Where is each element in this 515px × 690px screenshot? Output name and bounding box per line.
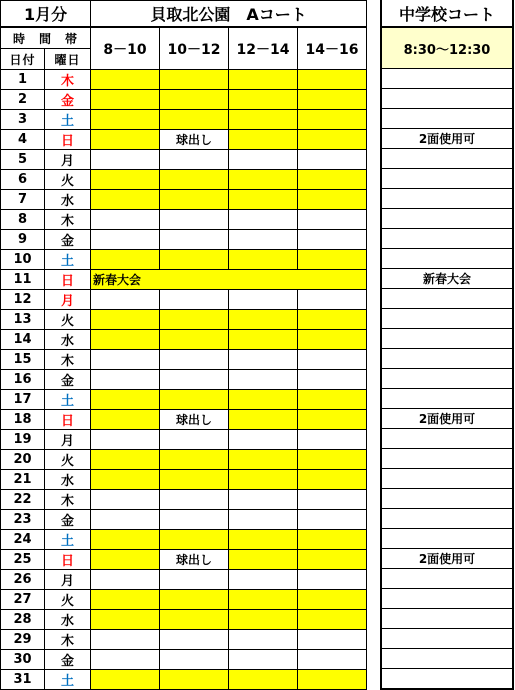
date-cell: 15	[1, 350, 45, 370]
weekday-cell: 日	[45, 270, 91, 290]
empty-slot	[160, 370, 229, 390]
school-day-cell	[381, 309, 513, 329]
school-day-cell	[381, 229, 513, 249]
empty-slot	[160, 650, 229, 670]
empty-slot	[229, 510, 298, 530]
reserved-slot	[229, 550, 298, 570]
reserved-slot	[91, 190, 160, 210]
date-cell: 26	[1, 570, 45, 590]
school-day-cell	[381, 209, 513, 229]
reserved-slot	[91, 110, 160, 130]
date-cell: 16	[1, 370, 45, 390]
day-row	[1, 70, 367, 90]
day-row	[1, 430, 367, 450]
date-cell: 25	[1, 550, 45, 570]
reserved-slot	[229, 190, 298, 210]
weekday-cell: 水	[45, 190, 91, 210]
dow-column-header: 曜日	[45, 49, 91, 70]
school-day-cell	[381, 569, 513, 589]
empty-slot	[91, 350, 160, 370]
reserved-slot	[160, 390, 229, 410]
date-cell: 7	[1, 190, 45, 210]
day-row	[1, 230, 367, 250]
empty-slot	[229, 570, 298, 590]
empty-slot	[91, 230, 160, 250]
empty-slot	[298, 350, 367, 370]
empty-slot	[160, 210, 229, 230]
reserved-slot	[298, 410, 367, 430]
reserved-slot	[91, 410, 160, 430]
time-slot-header: 12－14	[229, 27, 298, 70]
empty-slot	[298, 150, 367, 170]
date-cell: 19	[1, 430, 45, 450]
reserved-slot	[160, 610, 229, 630]
weekday-cell: 土	[45, 110, 91, 130]
day-row	[1, 490, 367, 510]
date-cell: 5	[1, 150, 45, 170]
weekday-cell: 火	[45, 450, 91, 470]
empty-slot	[91, 650, 160, 670]
time-slot-header: 8－10	[91, 27, 160, 70]
reserved-slot	[298, 590, 367, 610]
date-cell: 4	[1, 130, 45, 150]
weekday-cell: 水	[45, 470, 91, 490]
date-cell: 3	[1, 110, 45, 130]
date-cell: 13	[1, 310, 45, 330]
empty-slot	[160, 630, 229, 650]
date-cell: 10	[1, 250, 45, 270]
reserved-slot	[229, 90, 298, 110]
date-cell: 8	[1, 210, 45, 230]
empty-slot	[298, 290, 367, 310]
date-cell: 29	[1, 630, 45, 650]
day-row	[1, 410, 367, 430]
school-day-cell	[381, 69, 513, 89]
weekday-cell: 水	[45, 610, 91, 630]
day-row	[1, 290, 367, 310]
date-cell: 6	[1, 170, 45, 190]
school-day-cell	[381, 189, 513, 209]
weekday-cell: 日	[45, 410, 91, 430]
date-cell: 23	[1, 510, 45, 530]
empty-slot	[298, 650, 367, 670]
reserved-slot	[229, 610, 298, 630]
school-day-cell	[381, 149, 513, 169]
date-cell: 22	[1, 490, 45, 510]
day-row	[1, 330, 367, 350]
reserved-slot	[91, 70, 160, 90]
weekday-cell: 月	[45, 570, 91, 590]
empty-slot	[298, 510, 367, 530]
empty-slot	[298, 430, 367, 450]
day-row	[1, 250, 367, 270]
note-slot: 球出し	[160, 410, 229, 430]
reserved-slot	[91, 530, 160, 550]
empty-slot	[298, 490, 367, 510]
school-day-cell	[381, 429, 513, 449]
reserved-slot	[160, 250, 229, 270]
day-row	[1, 510, 367, 530]
reserved-slot	[91, 450, 160, 470]
empty-slot	[229, 370, 298, 390]
weekday-cell: 木	[45, 630, 91, 650]
reserved-slot	[160, 70, 229, 90]
school-day-cell	[381, 449, 513, 469]
date-cell: 30	[1, 650, 45, 670]
reserved-slot	[160, 90, 229, 110]
reserved-slot	[298, 110, 367, 130]
day-row	[1, 610, 367, 630]
school-day-cell	[381, 289, 513, 309]
weekday-cell: 金	[45, 370, 91, 390]
school-day-cell: 2面使用可	[381, 129, 513, 149]
park-title: 貝取北公園 Aコート	[91, 1, 367, 28]
school-court-table	[380, 0, 514, 690]
empty-slot	[91, 210, 160, 230]
empty-slot	[229, 430, 298, 450]
empty-slot	[91, 290, 160, 310]
empty-slot	[160, 350, 229, 370]
reserved-slot	[229, 590, 298, 610]
school-day-cell	[381, 389, 513, 409]
reserved-slot	[229, 310, 298, 330]
empty-slot	[229, 150, 298, 170]
day-row	[1, 270, 367, 290]
reserved-slot	[298, 530, 367, 550]
date-cell: 1	[1, 70, 45, 90]
weekday-cell: 金	[45, 90, 91, 110]
date-cell: 2	[1, 90, 45, 110]
day-row	[1, 310, 367, 330]
school-day-cell	[381, 169, 513, 189]
day-row	[1, 170, 367, 190]
reserved-slot	[229, 170, 298, 190]
day-row	[1, 570, 367, 590]
note-slot: 球出し	[160, 550, 229, 570]
weekday-cell: 木	[45, 350, 91, 370]
reserved-slot	[160, 450, 229, 470]
reserved-slot	[229, 450, 298, 470]
reserved-slot	[91, 130, 160, 150]
reserved-slot	[298, 610, 367, 630]
date-cell: 18	[1, 410, 45, 430]
weekday-cell: 木	[45, 210, 91, 230]
school-day-cell	[381, 249, 513, 269]
reserved-slot	[160, 590, 229, 610]
reserved-slot	[91, 90, 160, 110]
reserved-slot	[160, 310, 229, 330]
weekday-cell: 土	[45, 530, 91, 550]
empty-slot	[229, 350, 298, 370]
day-row	[1, 350, 367, 370]
empty-slot	[91, 430, 160, 450]
day-row	[1, 150, 367, 170]
weekday-cell: 日	[45, 550, 91, 570]
time-band-label: 時 間 帯	[1, 27, 91, 49]
day-row	[1, 550, 367, 570]
note-slot: 球出し	[160, 130, 229, 150]
reserved-slot	[298, 330, 367, 350]
date-cell: 24	[1, 530, 45, 550]
empty-slot	[298, 570, 367, 590]
empty-slot	[91, 510, 160, 530]
empty-slot	[160, 490, 229, 510]
reserved-slot	[229, 530, 298, 550]
weekday-cell: 土	[45, 670, 91, 690]
time-slot-header: 10－12	[160, 27, 229, 70]
date-column-header: 日付	[1, 49, 45, 70]
day-row	[1, 650, 367, 670]
weekday-cell: 火	[45, 310, 91, 330]
school-court-time: 8:30～12:30	[381, 27, 513, 69]
school-court-title: 中学校コート	[381, 1, 513, 28]
school-day-cell	[381, 649, 513, 669]
reserved-slot	[91, 590, 160, 610]
school-day-cell	[381, 609, 513, 629]
reserved-slot	[298, 130, 367, 150]
school-day-cell	[381, 469, 513, 489]
reserved-slot	[298, 390, 367, 410]
reserved-slot	[91, 470, 160, 490]
day-row	[1, 110, 367, 130]
school-day-cell: 2面使用可	[381, 409, 513, 429]
date-cell: 14	[1, 330, 45, 350]
school-day-cell	[381, 329, 513, 349]
reserved-slot	[298, 310, 367, 330]
empty-slot	[160, 510, 229, 530]
reserved-slot	[298, 450, 367, 470]
empty-slot	[160, 230, 229, 250]
reserved-slot	[298, 90, 367, 110]
reserved-slot	[298, 550, 367, 570]
reserved-slot	[160, 530, 229, 550]
reserved-slot	[298, 190, 367, 210]
weekday-cell: 金	[45, 510, 91, 530]
reserved-slot	[298, 250, 367, 270]
reserved-slot	[91, 550, 160, 570]
date-cell: 28	[1, 610, 45, 630]
weekday-cell: 火	[45, 170, 91, 190]
empty-slot	[160, 430, 229, 450]
weekday-cell: 月	[45, 430, 91, 450]
school-day-cell	[381, 669, 513, 690]
school-day-cell: 2面使用可	[381, 549, 513, 569]
date-cell: 20	[1, 450, 45, 470]
reserved-slot	[229, 130, 298, 150]
school-day-cell	[381, 589, 513, 609]
empty-slot	[91, 630, 160, 650]
reserved-slot	[91, 390, 160, 410]
day-row	[1, 390, 367, 410]
reserved-slot	[160, 470, 229, 490]
school-day-cell	[381, 369, 513, 389]
empty-slot	[91, 150, 160, 170]
reserved-slot	[91, 170, 160, 190]
empty-slot	[91, 370, 160, 390]
weekday-cell: 月	[45, 290, 91, 310]
day-row	[1, 190, 367, 210]
reserved-slot	[229, 70, 298, 90]
empty-slot	[229, 630, 298, 650]
date-cell: 21	[1, 470, 45, 490]
reserved-slot	[298, 70, 367, 90]
reserved-slot	[91, 250, 160, 270]
weekday-cell: 月	[45, 150, 91, 170]
event-span-cell: 新春大会	[91, 270, 367, 290]
weekday-cell: 金	[45, 650, 91, 670]
empty-slot	[91, 490, 160, 510]
reserved-slot	[229, 250, 298, 270]
day-row	[1, 590, 367, 610]
empty-slot	[298, 370, 367, 390]
date-cell: 12	[1, 290, 45, 310]
day-row	[1, 370, 367, 390]
reserved-slot	[91, 610, 160, 630]
empty-slot	[229, 490, 298, 510]
date-cell: 27	[1, 590, 45, 610]
reserved-slot	[160, 110, 229, 130]
reserved-slot	[298, 470, 367, 490]
weekday-cell: 木	[45, 70, 91, 90]
empty-slot	[160, 150, 229, 170]
school-day-cell: 新春大会	[381, 269, 513, 289]
day-row	[1, 210, 367, 230]
reserved-slot	[160, 170, 229, 190]
school-day-cell	[381, 509, 513, 529]
date-cell: 11	[1, 270, 45, 290]
reserved-slot	[160, 330, 229, 350]
day-row	[1, 630, 367, 650]
day-row	[1, 90, 367, 110]
date-cell: 9	[1, 230, 45, 250]
reserved-slot	[229, 110, 298, 130]
empty-slot	[160, 290, 229, 310]
time-slot-header: 14－16	[298, 27, 367, 70]
reserved-slot	[229, 330, 298, 350]
reserved-slot	[229, 390, 298, 410]
reserved-slot	[91, 330, 160, 350]
empty-slot	[229, 210, 298, 230]
day-row	[1, 530, 367, 550]
day-row	[1, 450, 367, 470]
school-day-cell	[381, 489, 513, 509]
date-cell: 31	[1, 670, 45, 690]
empty-slot	[229, 650, 298, 670]
school-day-cell	[381, 349, 513, 369]
day-row	[1, 130, 367, 150]
school-day-cell	[381, 109, 513, 129]
weekday-cell: 水	[45, 330, 91, 350]
reserved-slot	[298, 170, 367, 190]
empty-slot	[298, 230, 367, 250]
reserved-slot	[91, 310, 160, 330]
weekday-cell: 火	[45, 590, 91, 610]
weekday-cell: 木	[45, 490, 91, 510]
empty-slot	[298, 630, 367, 650]
reserved-slot	[229, 470, 298, 490]
empty-slot	[229, 290, 298, 310]
date-cell: 17	[1, 390, 45, 410]
empty-slot	[298, 210, 367, 230]
weekday-cell: 土	[45, 250, 91, 270]
month-label: 1月分	[1, 1, 91, 28]
weekday-cell: 土	[45, 390, 91, 410]
weekday-cell: 日	[45, 130, 91, 150]
school-day-cell	[381, 629, 513, 649]
empty-slot	[91, 570, 160, 590]
school-day-cell	[381, 529, 513, 549]
school-day-cell	[381, 89, 513, 109]
weekday-cell: 金	[45, 230, 91, 250]
empty-slot	[229, 230, 298, 250]
reserved-slot	[160, 190, 229, 210]
day-row	[1, 470, 367, 490]
reserved-slot	[229, 410, 298, 430]
empty-slot	[160, 570, 229, 590]
